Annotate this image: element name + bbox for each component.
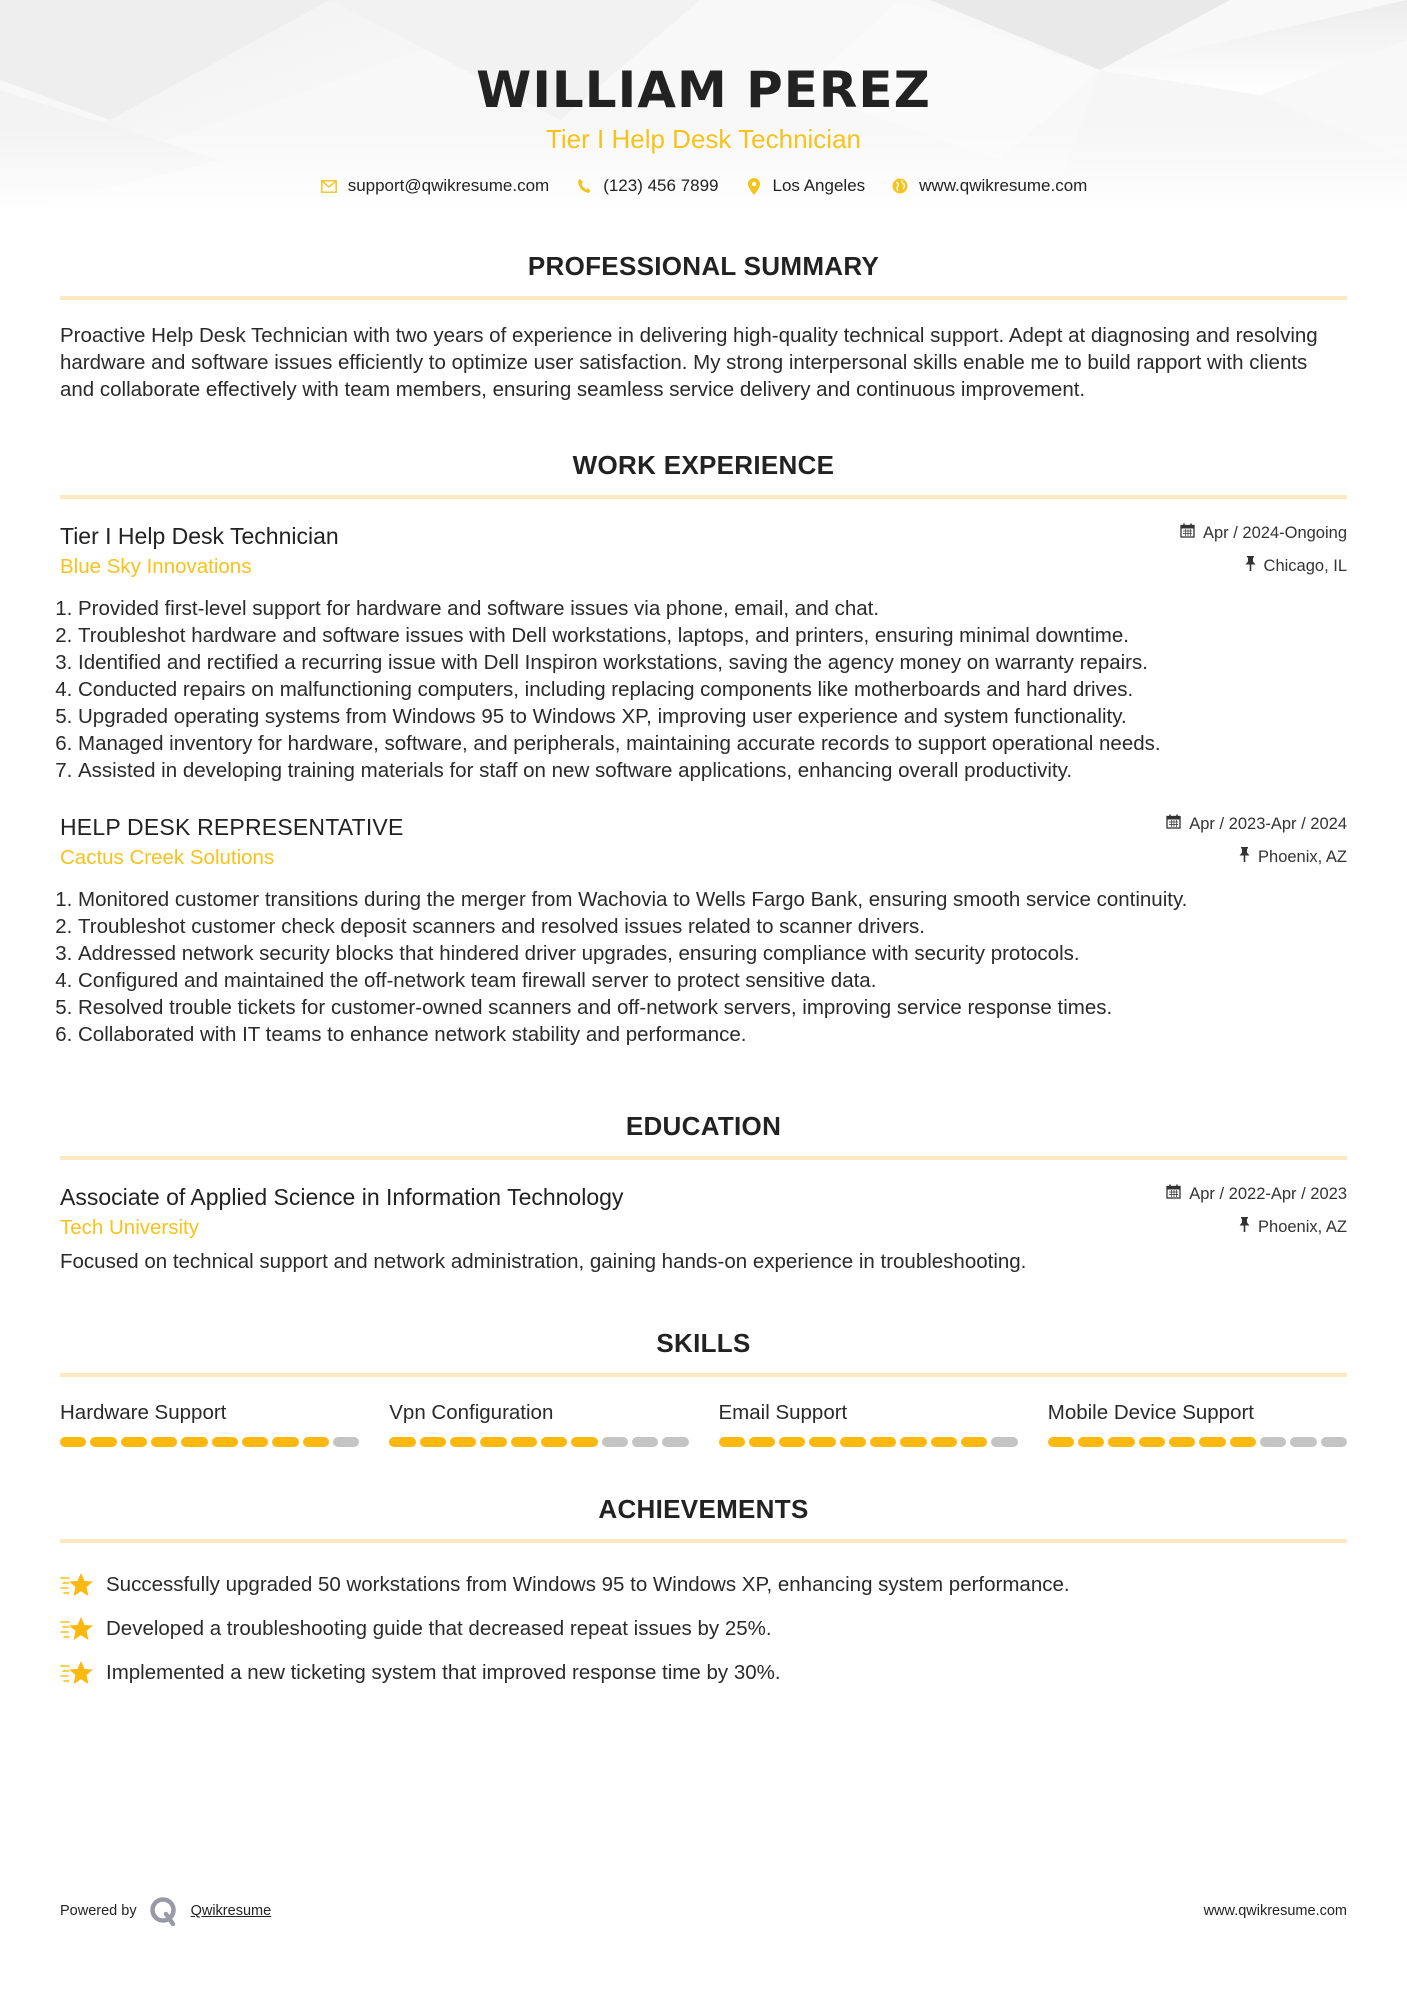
rating-dot-filled: [242, 1437, 268, 1447]
job-location: [1239, 845, 1347, 869]
rating-dot-filled: [420, 1437, 446, 1447]
section-divider: [60, 1539, 1347, 1543]
contact-phone[interactable]: [575, 176, 718, 196]
rating-dot-filled: [1048, 1437, 1074, 1447]
job-title: Tier I Help Desk Technician: [60, 523, 339, 549]
education-location-text: Phoenix, AZ: [1258, 1217, 1347, 1236]
rating-dot-filled: [1108, 1437, 1134, 1447]
rating-dot-filled: [1139, 1437, 1165, 1447]
education-description: Focused on technical support and network administration, gaining hands-on experience in troubleshooting.: [60, 1250, 1027, 1273]
rating-dot-filled: [181, 1437, 207, 1447]
section-title-achievements: ACHIEVEMENTS: [598, 1494, 809, 1524]
rating-dot-filled: [1169, 1437, 1195, 1447]
rating-dot-filled: [90, 1437, 116, 1447]
skill-item: [60, 1399, 359, 1447]
rating-dot-empty: [1260, 1437, 1286, 1447]
website-text: www.qwikresume.com: [919, 176, 1088, 195]
education-dates: [1166, 1182, 1347, 1206]
powered-by: [60, 1896, 271, 1926]
job-dates-text: Apr / 2024-Ongoing: [1202, 523, 1347, 542]
bullet-item: 5. Resolved trouble tickets for customer-owned scanners and off-network servers, improving service response times.: [78, 994, 1347, 1021]
footer: [60, 1896, 1347, 1926]
rating-dot-empty: [602, 1437, 628, 1447]
rating-dot-filled: [809, 1437, 835, 1447]
summary-text: Proactive Help Desk Technician with two years of experience in delivering high-quality technical support. Adept at diagnosing and resolving hardware and software issues efficiently to optimize user satisfaction. My strong interpersonal skills enable me to build rapport with clients and collaborate effectively with team members, ensuring seamless service delivery and continuous improvement.: [60, 324, 1318, 401]
star-icon: [60, 1614, 94, 1644]
rating-dot-empty: [991, 1437, 1017, 1447]
bullet-item: 1. Provided first-level support for hardware and software issues via phone, email, and chat.: [78, 595, 1347, 622]
footer-website[interactable]: www.qwikresume.com: [1203, 1903, 1347, 1919]
rating-dot-filled: [121, 1437, 147, 1447]
skill-rating: [389, 1437, 688, 1447]
rating-dot-filled: [1199, 1437, 1225, 1447]
section-title-skills: SKILLS: [656, 1328, 751, 1358]
education-location: [1239, 1215, 1347, 1239]
bullet-item: 3. Identified and rectified a recurring issue with Dell Inspiron workstations, saving the agency money on warranty repairs.: [78, 649, 1347, 676]
section-title-education: EDUCATION: [625, 1111, 782, 1141]
envelope-icon: [320, 177, 338, 195]
candidate-name: WILLIAM PEREZ: [476, 61, 931, 119]
qwikresume-logo-icon: [149, 1896, 179, 1926]
rating-dot-filled: [931, 1437, 957, 1447]
calendar-icon: [1180, 523, 1195, 543]
powered-by-label: Powered by: [60, 1903, 137, 1919]
rating-dot-empty: [632, 1437, 658, 1447]
rating-dot-filled: [511, 1437, 537, 1447]
rating-dot-filled: [1230, 1437, 1256, 1447]
section-title-experience: WORK EXPERIENCE: [572, 450, 835, 480]
job-dates: [1166, 812, 1347, 836]
rating-dot-filled: [870, 1437, 896, 1447]
phone-icon: [575, 177, 593, 195]
job-bullets: [60, 886, 1347, 1048]
job-dates: [1180, 521, 1347, 545]
qwikresume-link[interactable]: Qwikresume: [190, 1903, 272, 1919]
achievement-text: Developed a troubleshooting guide that decreased repeat issues by 25%.: [106, 1617, 772, 1640]
job-entry: [60, 521, 1347, 784]
bullet-item: 6. Collaborated with IT teams to enhance network stability and performance.: [78, 1021, 1347, 1048]
contact-website[interactable]: [891, 176, 1087, 196]
job-entry: [60, 812, 1347, 1048]
pushpin-icon: [1239, 1217, 1250, 1237]
rating-dot-filled: [389, 1437, 415, 1447]
globe-icon: [891, 177, 909, 195]
candidate-role: Tier I Help Desk Technician: [545, 124, 862, 154]
bullet-item: 6. Managed inventory for hardware, software, and peripherals, maintaining accurate records to support operational needs.: [78, 730, 1347, 757]
skill-item: [1048, 1399, 1347, 1447]
rating-dot-filled: [450, 1437, 476, 1447]
star-icon: [60, 1658, 94, 1688]
rating-dot-filled: [272, 1437, 298, 1447]
rating-dot-filled: [749, 1437, 775, 1447]
contact-email[interactable]: [320, 176, 550, 196]
skill-item: [719, 1399, 1018, 1447]
job-dates-text: Apr / 2023-Apr / 2024: [1189, 814, 1347, 833]
bullet-item: 5. Upgraded operating systems from Windows 95 to Windows XP, improving user experience and system functionality.: [78, 703, 1347, 730]
section-divider: [60, 495, 1347, 499]
location-text: Los Angeles: [772, 176, 866, 195]
contact-bar: [60, 174, 1347, 198]
skill-rating: [719, 1437, 1018, 1447]
calendar-icon: [1166, 814, 1181, 834]
rating-dot-filled: [571, 1437, 597, 1447]
job-location-text: Phoenix, AZ: [1258, 847, 1347, 866]
bullet-item: 2. Troubleshot hardware and software issues with Dell workstations, laptops, and printers, ensuring minimal downtime.: [78, 622, 1347, 649]
rating-dot-filled: [961, 1437, 987, 1447]
achievement-text: Implemented a new ticketing system that improved response time by 30%.: [106, 1661, 781, 1684]
school-name: Tech University: [60, 1216, 199, 1239]
bullet-item: 3. Addressed network security blocks that hindered driver upgrades, ensuring compliance with security protocols.: [78, 940, 1347, 967]
achievement-item: [60, 1563, 1347, 1607]
rating-dot-filled: [151, 1437, 177, 1447]
rating-dot-filled: [779, 1437, 805, 1447]
rating-dot-filled: [719, 1437, 745, 1447]
bullet-item: 7. Assisted in developing training materials for staff on new software applications, enhancing overall productivity.: [78, 757, 1347, 784]
bullet-item: 1. Monitored customer transitions during the merger from Wachovia to Wells Fargo Bank, ensuring smooth service continuity.: [78, 886, 1347, 913]
rating-dot-filled: [480, 1437, 506, 1447]
education-entry: [60, 1182, 1347, 1275]
bullet-item: 4. Conducted repairs on malfunctioning computers, including replacing components like motherboards and hard drives.: [78, 676, 1347, 703]
education-dates-text: Apr / 2022-Apr / 2023: [1189, 1184, 1347, 1203]
rating-dot-empty: [1321, 1437, 1347, 1447]
rating-dot-filled: [840, 1437, 866, 1447]
job-title: HELP DESK REPRESENTATIVE: [60, 814, 404, 840]
map-pin-icon: [745, 177, 763, 195]
bullet-item: 4. Configured and maintained the off-network team firewall server to protect sensitive data.: [78, 967, 1347, 994]
rating-dot-empty: [1290, 1437, 1316, 1447]
skill-rating: [1048, 1437, 1347, 1447]
achievement-item: [60, 1651, 1347, 1695]
skill-item: [389, 1399, 688, 1447]
rating-dot-empty: [662, 1437, 688, 1447]
achievement-item: [60, 1607, 1347, 1651]
rating-dot-filled: [212, 1437, 238, 1447]
skill-rating: [60, 1437, 359, 1447]
section-divider: [60, 1373, 1347, 1377]
job-location-text: Chicago, IL: [1263, 556, 1347, 575]
rating-dot-filled: [303, 1437, 329, 1447]
achievements-list: [60, 1563, 1347, 1695]
section-title-summary: PROFESSIONAL SUMMARY: [527, 251, 880, 281]
achievement-text: Successfully upgraded 50 workstations from Windows 95 to Windows XP, enhancing system performance.: [106, 1573, 1070, 1596]
pushpin-icon: [1245, 556, 1256, 576]
calendar-icon: [1166, 1184, 1181, 1204]
company-name: Cactus Creek Solutions: [60, 846, 275, 869]
degree-title: Associate of Applied Science in Information Technology: [60, 1184, 624, 1210]
skill-name: Vpn Configuration: [389, 1401, 554, 1424]
phone-text: (123) 456 7899: [603, 176, 719, 195]
rating-dot-empty: [333, 1437, 359, 1447]
star-icon: [60, 1570, 94, 1600]
email-text: support@qwikresume.com: [347, 176, 550, 195]
rating-dot-filled: [541, 1437, 567, 1447]
skill-name: Email Support: [718, 1401, 848, 1424]
rating-dot-filled: [900, 1437, 926, 1447]
pushpin-icon: [1239, 847, 1250, 867]
skill-name: Mobile Device Support: [1047, 1401, 1254, 1424]
job-location: [1245, 554, 1347, 578]
rating-dot-filled: [1078, 1437, 1104, 1447]
job-bullets: [60, 595, 1347, 784]
skills-grid: [60, 1399, 1347, 1447]
company-name: Blue Sky Innovations: [60, 555, 252, 578]
skill-name: Hardware Support: [60, 1401, 227, 1424]
rating-dot-filled: [60, 1437, 86, 1447]
contact-location: [745, 176, 866, 196]
section-divider: [60, 1156, 1347, 1160]
section-divider: [60, 296, 1347, 300]
bullet-item: 2. Troubleshot customer check deposit scanners and resolved issues related to scanner drivers.: [78, 913, 1347, 940]
